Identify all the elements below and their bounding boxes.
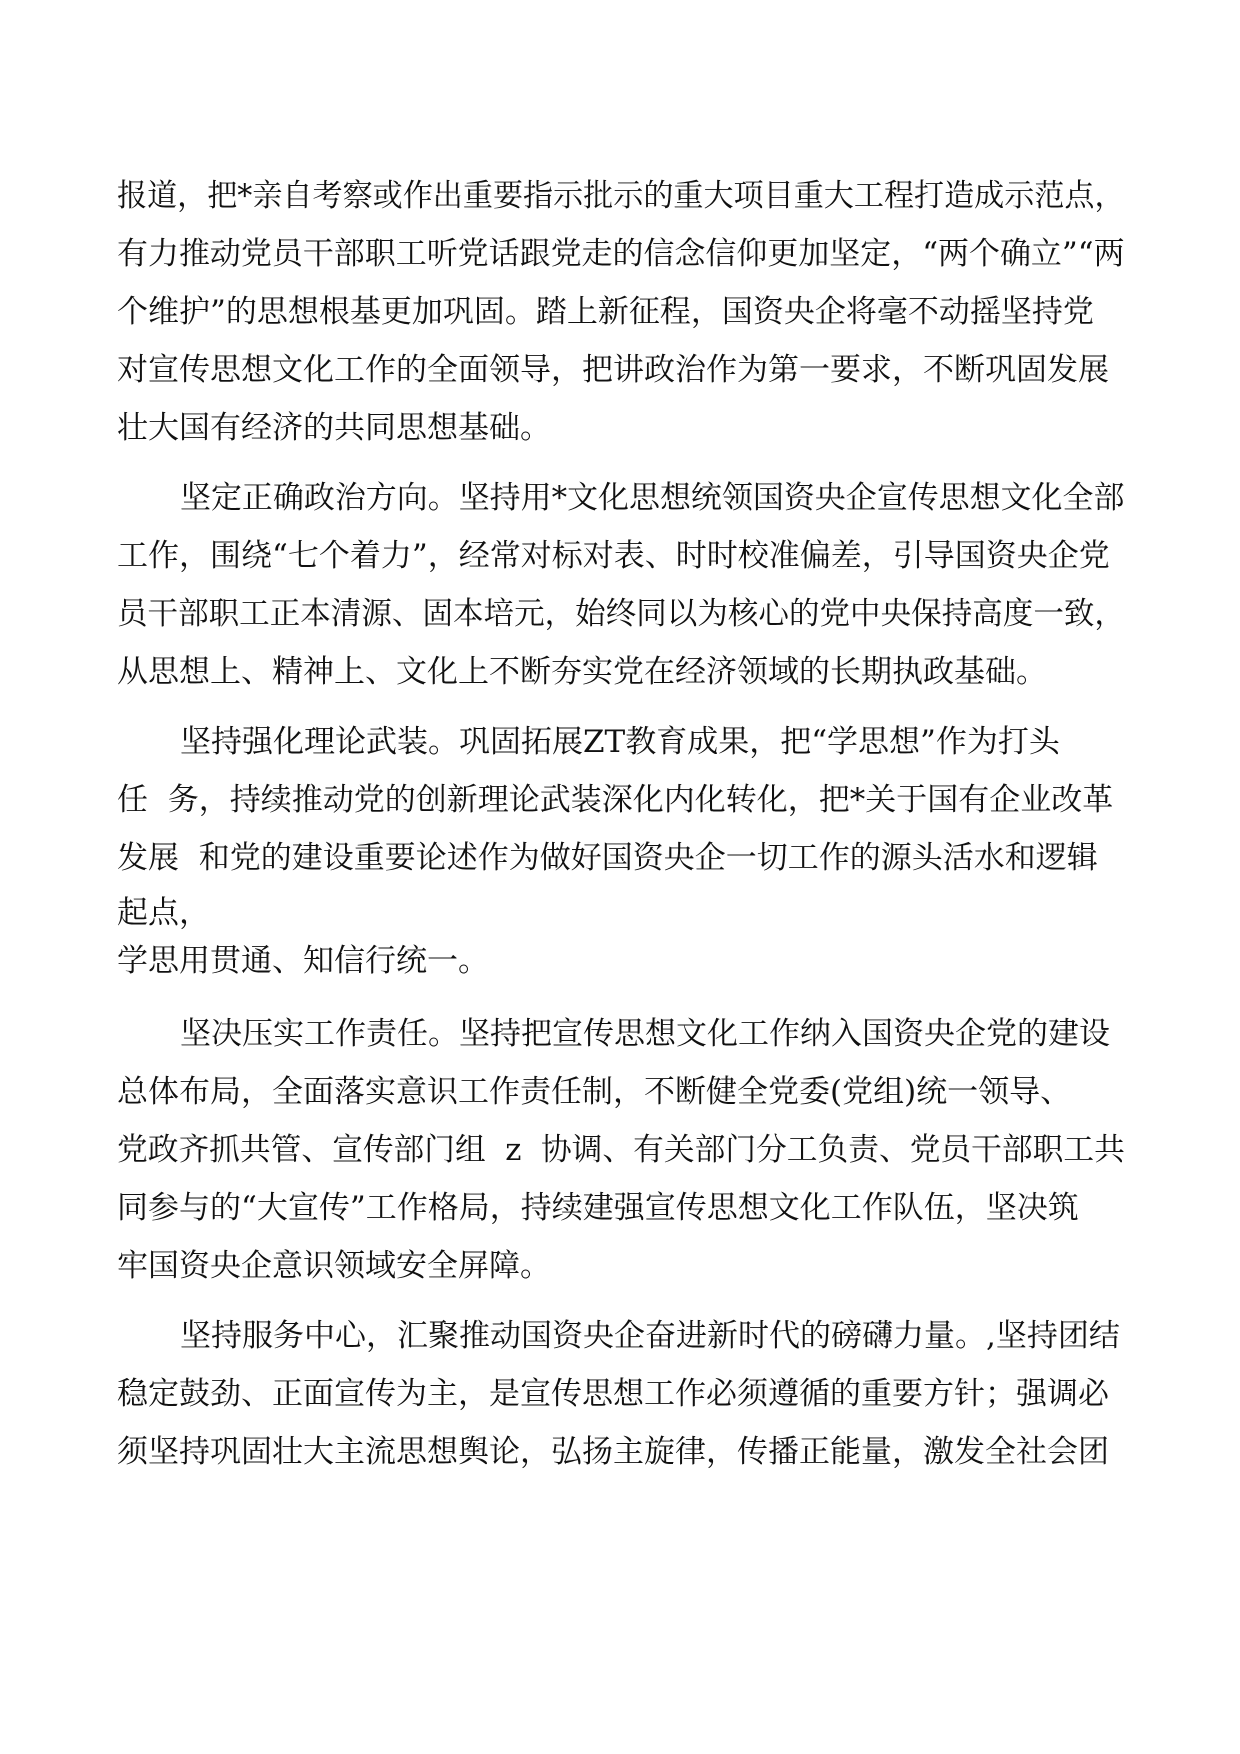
p1-line-2: 有力推动党员干部职工听党话跟党走的信念信仰更加坚定，“两个确立”“两 — [117, 236, 1125, 272]
p4-line-5: 牢国资央企意识领域安全屏障。 — [117, 1248, 551, 1284]
p5-line-1: 坚持服务中心，汇聚推动国资央企奋进新时代的磅礴力量。,坚持团结 — [180, 1318, 1120, 1354]
p2-line-4: 从思想上、精神上、文化上不断夯实党在经济领域的长期执政基础。 — [117, 654, 1047, 690]
p2-line-3: 员干部职工正本清源、固本培元，始终同以为核心的党中央保持高度一致， — [117, 596, 1125, 632]
p4-line-4: 同参与的“大宣传”工作格局，持续建强宣传思想文化工作队伍，坚决筑 — [117, 1190, 1079, 1226]
p1-line-4: 对宣传思想文化工作的全面领导，把讲政治作为第一要求，不断巩固发展 — [117, 352, 1109, 388]
p3-line-5: 学思用贯通、知信行统一。 — [117, 943, 489, 979]
p5-line-3: 须坚持巩固壮大主流思想舆论，弘扬主旋律，传播正能量，激发全社会团 — [117, 1434, 1109, 1470]
p1-line-1: 报道，把*亲自考察或作出重要指示批示的重大项目重大工程打造成示范点， — [117, 178, 1125, 214]
p2-line-2: 工作，围绕“七个着力”，经常对标对表、时时校准偏差，引导国资央企党 — [117, 538, 1110, 574]
p4-line-2: 总体布局，全面落实意识工作责任制，不断健全党委(党组)统一领导、 — [117, 1074, 1072, 1110]
p3-line-4: 起点， — [117, 895, 210, 931]
p2-line-1: 坚定正确政治方向。坚持用*文化思想统领国资央企宣传思想文化全部 — [180, 480, 1125, 516]
p3-line-2: 任 务，持续推动党的创新理论武装深化内化转化，把*关于国有企业改革 — [117, 782, 1114, 818]
p5-line-2: 稳定鼓劲、正面宣传为主，是宣传思想工作必须遵循的重要方针；强调必 — [117, 1376, 1109, 1412]
p3-line-1: 坚持强化理论武装。巩固拓展ZT教育成果，把“学思想”作为打头 — [180, 724, 1060, 760]
p4-line-3: 党政齐抓共管、宣传部门组 z 协调、有关部门分工负责、党员干部职工共 — [117, 1132, 1125, 1168]
p1-line-3: 个维护”的思想根基更加巩固。踏上新征程，国资央企将毫不动摇坚持党 — [117, 294, 1094, 330]
p4-line-1: 坚决压实工作责任。坚持把宣传思想文化工作纳入国资央企党的建设 — [180, 1016, 1110, 1052]
p3-line-3: 发展 和党的建设重要论述作为做好国资央企一切工作的源头活水和逻辑 — [117, 840, 1098, 876]
p1-line-5: 壮大国有经济的共同思想基础。 — [117, 410, 551, 446]
